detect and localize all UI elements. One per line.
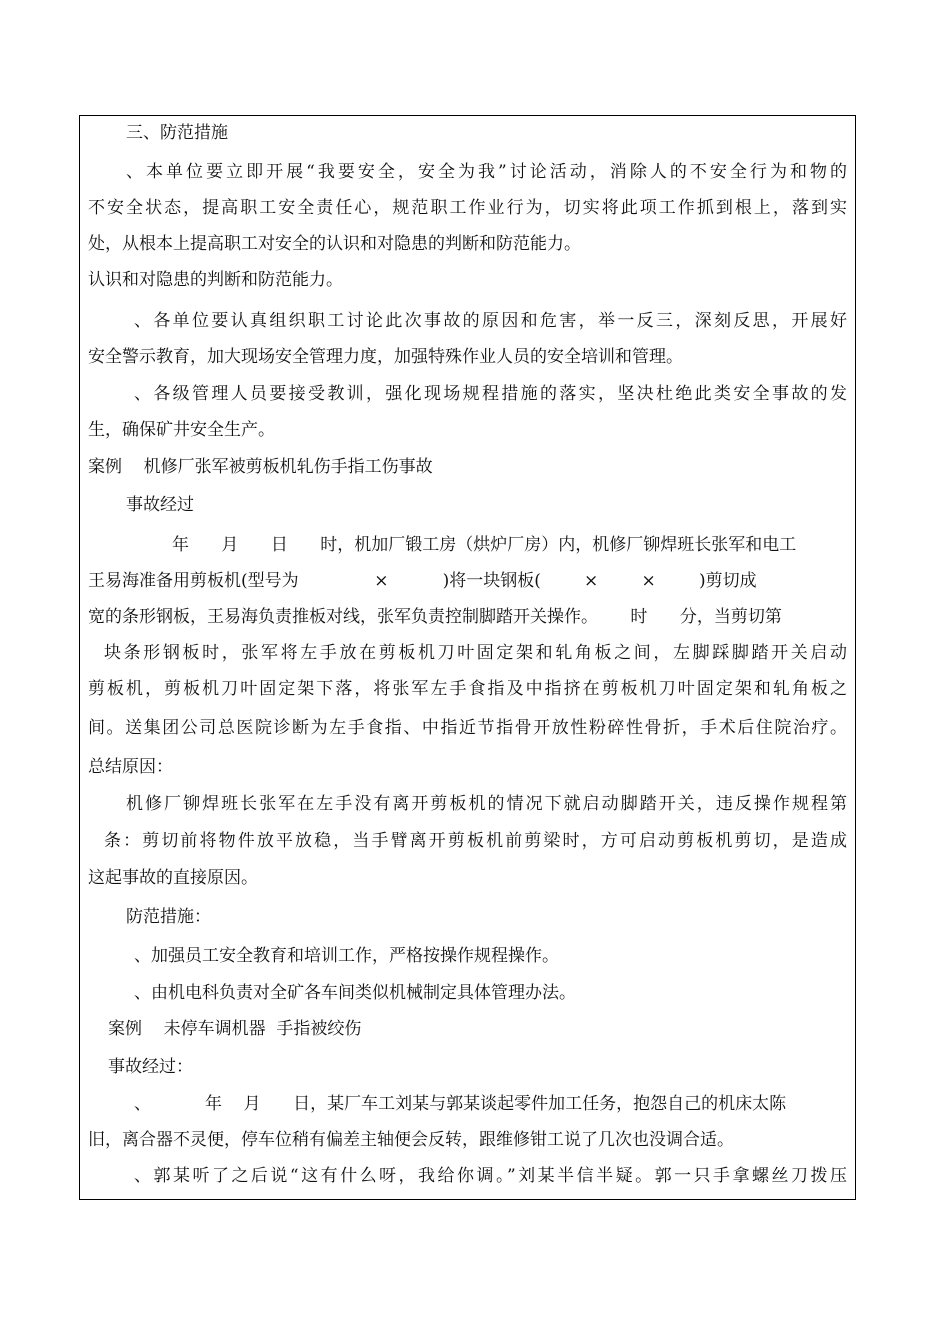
section-heading: 三、防范措施 xyxy=(126,123,228,143)
paragraph-line: 条：剪切前将物件放平放稳，当手臂离开剪板机前剪梁时，方可启动剪板机剪切，是造成 xyxy=(104,831,847,851)
case-title: 案例 未停车调机器 手指被绞伤 xyxy=(108,1019,362,1039)
paragraph-line: 、 年 月 日，某厂车工刘某与郭某谈起零件加工任务，抱怨自己的机床太陈 xyxy=(134,1094,787,1114)
paragraph-line: 年 月 日 时，机加厂锻工房（烘炉厂房）内，机修厂铆焊班长张军和电工 xyxy=(172,535,797,555)
paragraph-line: 处，从根本上提高职工对安全的认识和对隐患的判断和防范能力。 xyxy=(88,234,581,254)
subheading: 事故经过 xyxy=(126,495,194,515)
paragraph-line: 、本单位要立即开展“我要安全，安全为我”讨论活动，消除人的不安全行为和物的 xyxy=(126,162,847,182)
paragraph-line: 认识和对隐患的判断和防范能力。 xyxy=(88,270,343,290)
paragraph-line: 、郭某听了之后说“这有什么呀，我给你调。”刘某半信半疑。郭一只手拿螺丝刀拨压 xyxy=(134,1166,847,1186)
paragraph-line: 机修厂铆焊班长张军在左手没有离开剪板机的情况下就启动脚踏开关，违反操作规程第 xyxy=(126,794,847,814)
paragraph-line: 这起事故的直接原因。 xyxy=(88,868,258,888)
paragraph-line: 剪板机，剪板机刀叶固定架下落，将张军左手食指及中指挤在剪板机刀叶固定架和轧角板之 xyxy=(88,679,847,699)
paragraph-line: 安全警示教育，加大现场安全管理力度，加强特殊作业人员的安全培训和管理。 xyxy=(88,347,683,367)
case-title: 案例 机修厂张军被剪板机轧伤手指工伤事故 xyxy=(88,457,433,477)
paragraph-line: 、加强员工安全教育和培训工作，严格按操作规程操作。 xyxy=(134,946,559,966)
subheading: 总结原因： xyxy=(88,757,173,777)
paragraph-line: 宽的条形钢板，王易海负责推板对线，张军负责控制脚踏开关操作。 时 分，当剪切第 xyxy=(88,607,782,627)
paragraph-line: 旧，离合器不灵便，停车位稍有偏差主轴便会反转，跟维修钳工说了几次也没调合适。 xyxy=(88,1130,734,1150)
paragraph-line: 、各单位要认真组织职工讨论此次事故的原因和危害，举一反三，深刻反思，开展好 xyxy=(134,311,847,331)
paragraph-line: 间。送集团公司总医院诊断为左手食指、中指近节指骨开放性粉碎性骨折，手术后住院治疗。 xyxy=(88,718,847,738)
subheading: 防范措施： xyxy=(126,907,211,927)
paragraph-line: 、由机电科负责对全矿各车间类似机械制定具体管理办法。 xyxy=(134,983,576,1003)
paragraph-line: 不安全状态，提高职工安全责任心，规范职工作业行为，切实将此项工作抓到根上，落到实 xyxy=(88,198,847,218)
paragraph-line: 王易海准备用剪板机(型号为 × )将一块钢板( × × )剪切成 xyxy=(88,571,757,591)
paragraph-line: 、各级管理人员要接受教训，强化现场规程措施的落实，坚决杜绝此类安全事故的发 xyxy=(134,384,847,404)
subheading: 事故经过： xyxy=(108,1057,193,1077)
paragraph-line: 块条形钢板时，张军将左手放在剪板机刀叶固定架和轧角板之间，左脚踩脚踏开关启动 xyxy=(104,643,847,663)
paragraph-line: 生，确保矿井安全生产。 xyxy=(88,420,275,440)
